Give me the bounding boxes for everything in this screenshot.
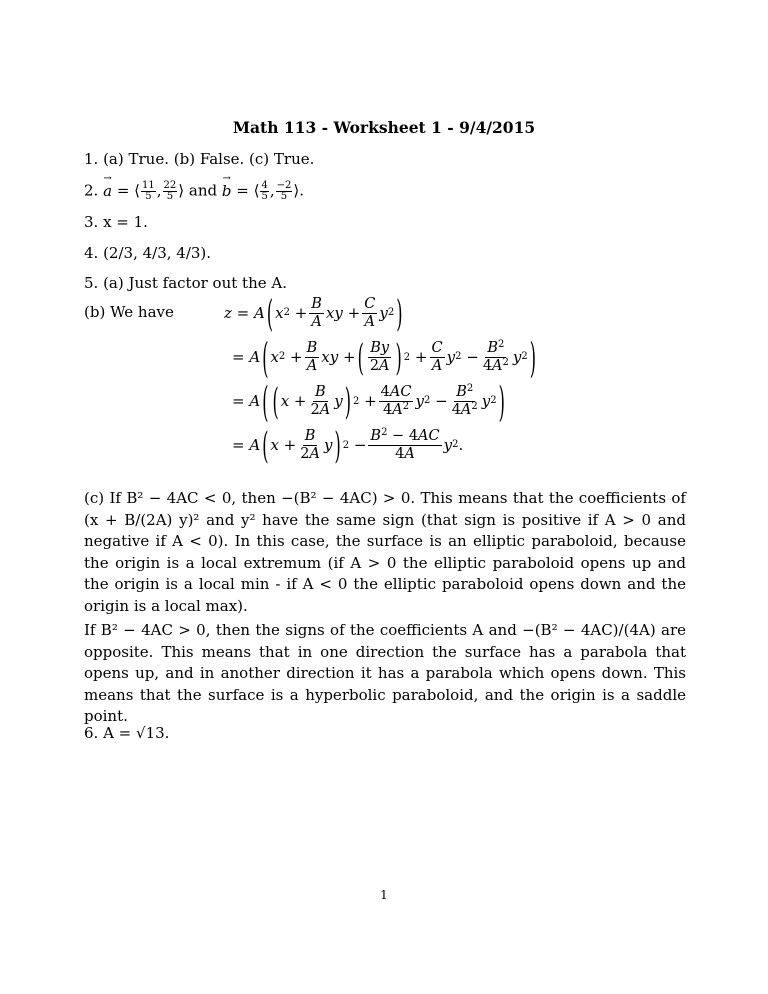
answer-3: 3. x = 1. [84, 213, 148, 231]
answer-1: 1. (a) True. (b) False. (c) True. [84, 150, 315, 168]
answer-5b-intro: (b) We have [84, 303, 174, 321]
fraction-a2: $\frac{22}{5}$ [163, 180, 177, 202]
answer-6: 6. A = √13. [84, 724, 170, 742]
derivation-block [224, 291, 644, 467]
fraction-a1: $\frac{11}{5}$ [142, 180, 155, 202]
answer-2: 2. → a = ⟨ $\frac{11}{5}$ , $\frac{22}{5}$ ⟩ and → b = ⟨ $\frac{4}{5}$ , $\frac{-2}{5}$ ⟩. [84, 172, 304, 202]
fraction-b1: $\frac{4}{5}$ [261, 180, 268, 202]
answer-5a: 5. (a) Just factor out the A. [84, 274, 287, 292]
vector-b: → b [221, 172, 232, 200]
derivation-line-3: = A ( ( x + $\frac{B}{2A}$ y ) 2 + $\frac{4AC}{4A^2}$ y 2 − $\frac{B^2}{4A^2}$ y 2 ) [232, 376, 505, 426]
answer-5c-paragraph-1: (c) If B² − 4AC < 0, then −(B² − 4AC) > 0. This means that the coefficients of (x + B/(2A) y)² and y² have the same sign (that sign is positive if A > 0 and negative if A < 0). In this case, the surface is an elliptic paraboloid, because the origin is a local extremum (if A > 0 the elliptic paraboloid opens up and the origin is a local min - if A < 0 the elliptic paraboloid opens down and the origin is a local max). [84, 489, 686, 615]
answer-5c-paragraph-2: If B² − 4AC > 0, then the signs of the coefficients A and −(B² − 4AC)/(4A) are opposite. This means that in one direction the surface has a parabola that opens up, and in another direction it has a parabola which opens down. This means that the surface is a hyperbolic paraboloid, and the origin is a saddle point. [84, 621, 686, 725]
vector-a: → a [103, 172, 113, 200]
answer-4: 4. (2/3, 4/3, 4/3). [84, 244, 212, 262]
derivation-line-1: z = A ( x 2 + $\frac{B}{A}$ xy + $\frac{C}{A}$ y 2 ) [224, 291, 403, 335]
derivation-line-2: = A ( x 2 + $\frac{B}{A}$ xy + ( $\frac{By}{2A}$ ) 2 + $\frac{C}{A}$ y 2 − $\frac{B^2}{4A^2}$ y 2 ) [232, 332, 537, 382]
derivation-line-4: = A ( x + $\frac{B}{2A}$ y ) 2 − $\frac{B^2 - 4AC}{4A}$ y 2 . [232, 423, 464, 467]
page-title: Math 113 - Worksheet 1 - 9/4/2015 [232, 118, 536, 137]
fraction-b2: $\frac{-2}{5}$ [276, 180, 292, 202]
page-number: 1 [380, 888, 388, 902]
